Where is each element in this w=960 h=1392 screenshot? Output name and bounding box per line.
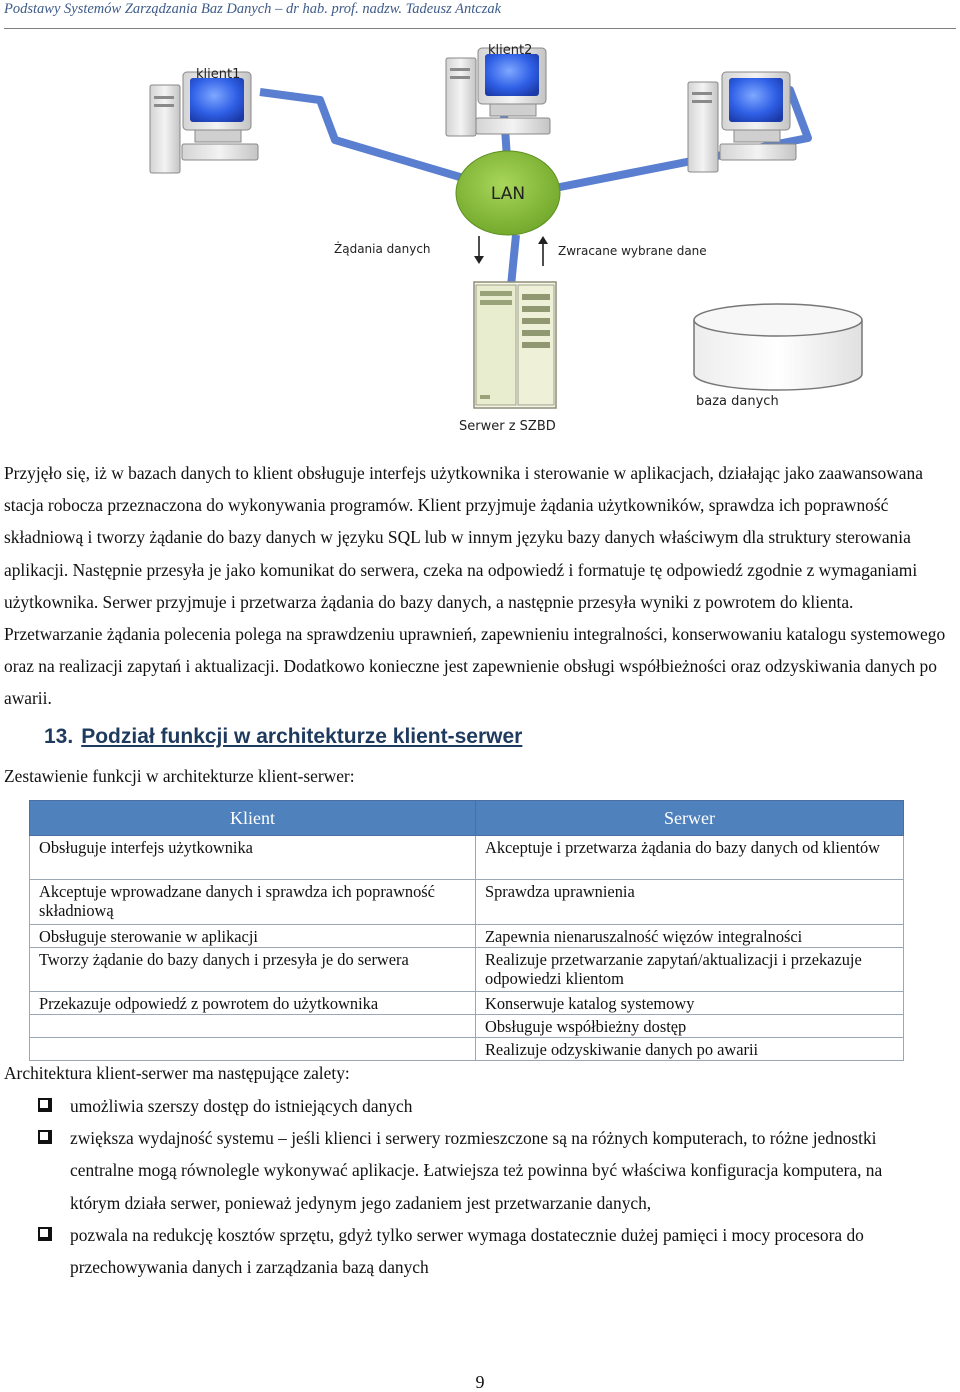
advantages-list bbox=[38, 1090, 918, 1283]
client-cell: Obsługuje interfejs użytkownika bbox=[30, 836, 476, 880]
server-cell: Obsługuje współbieżny dostęp bbox=[476, 1015, 904, 1038]
client2-label: klient2 bbox=[488, 43, 533, 58]
header-server: Serwer bbox=[476, 801, 904, 836]
list-item bbox=[38, 1122, 918, 1219]
running-header bbox=[4, 0, 956, 29]
page-number: 9 bbox=[475, 1372, 485, 1392]
server-cell: Akceptuje i przetwarza żądania do bazy danych od klientów bbox=[476, 836, 904, 880]
server-cell: Zapewnia nienaruszalność więzów integralności bbox=[476, 925, 904, 948]
list-item bbox=[38, 1219, 918, 1283]
list-item bbox=[38, 1090, 918, 1122]
advantage-text: umożliwia szerszy dostęp do istniejących danych bbox=[70, 1096, 413, 1116]
header-client: Klient bbox=[30, 801, 476, 836]
client-cell bbox=[30, 1038, 476, 1061]
function-table bbox=[29, 800, 904, 1061]
client-server-diagram bbox=[0, 30, 960, 440]
advantage-text: zwiększa wydajność systemu – jeśli klienci i serwery rozmieszczone są na różnych komputerach, to różne jednostki centralne mogą równolegle wykonywać aplikacje. Łatwiejsza też powinna być właściwa konfiguracja komputera, na którym działa serwer, ponieważ jedynym jego zadaniem jest przetwarzanie danych, bbox=[70, 1128, 883, 1213]
table-row bbox=[30, 880, 904, 925]
section-heading bbox=[44, 722, 522, 752]
header-separator: – bbox=[271, 1, 286, 17]
response-arrow-icon bbox=[538, 236, 548, 266]
database-label: baza danych bbox=[696, 394, 779, 409]
checkbox-bullet-icon bbox=[38, 1130, 50, 1142]
client-cell: Przekazuje odpowiedź z powrotem do użytkownika bbox=[30, 992, 476, 1015]
advantages-intro: Architektura klient-serwer ma następujące zalety: bbox=[4, 1063, 350, 1083]
client-cell: Tworzy żądanie do bazy danych i przesyła je do serwera bbox=[30, 948, 476, 992]
header-author: dr hab. prof. nadzw. Tadeusz Antczak bbox=[285, 1, 502, 17]
request-arrow-icon bbox=[474, 236, 484, 264]
section-title: Podział funkcji w architekturze klient-serwer bbox=[81, 725, 523, 748]
server-tower bbox=[474, 282, 556, 408]
server-cell: Realizuje odzyskiwanie danych po awarii bbox=[476, 1038, 904, 1061]
client1-computer bbox=[150, 72, 258, 173]
lan-label: LAN bbox=[490, 184, 526, 204]
table-row bbox=[30, 992, 904, 1015]
table-row bbox=[30, 1038, 904, 1061]
table-row bbox=[30, 836, 904, 880]
client1-label: klient1 bbox=[196, 67, 241, 82]
server-cell: Realizuje przetwarzanie zapytań/aktualizacji i przekazuje odpowiedzi klientom bbox=[476, 948, 904, 992]
client-cell bbox=[30, 1015, 476, 1038]
advantage-text: pozwala na redukcję kosztów sprzętu, gdyż tylko serwer wymaga dostatecznie dużej pamięci i mocy procesora do przechowywania danych i zarządzania bazą danych bbox=[70, 1224, 864, 1278]
checkbox-bullet-icon bbox=[38, 1098, 50, 1110]
client3-computer bbox=[688, 72, 796, 172]
checkbox-bullet-icon bbox=[38, 1227, 50, 1239]
client2-computer bbox=[446, 48, 550, 136]
server-cell: Konserwuje katalog systemowy bbox=[476, 992, 904, 1015]
request-label: Żądania danych bbox=[334, 242, 431, 256]
response-label: Zwracane wybrane dane bbox=[558, 244, 707, 258]
server-label: Serwer z SZBD bbox=[459, 419, 556, 434]
table-row bbox=[30, 948, 904, 992]
database-cylinder-icon bbox=[694, 304, 862, 390]
table-intro: Zestawienie funkcji w architekturze klient-serwer: bbox=[4, 766, 355, 786]
section-number: 13. bbox=[44, 725, 74, 748]
server-cell: Sprawdza uprawnienia bbox=[476, 880, 904, 925]
table-row bbox=[30, 1015, 904, 1038]
client-cell: Akceptuje wprowadzane danych i sprawdza ich poprawność składniową bbox=[30, 880, 476, 925]
client-cell: Obsługuje sterowanie w aplikacji bbox=[30, 925, 476, 948]
body-paragraph: Przyjęło się, iż w bazach danych to klient obsługuje interfejs użytkownika i sterowanie w aplikacjach, działając jako zaawansowana stacja robocza przeznaczona do wykonywania programów. Klient przyjmuje żądania użytkowników, sprawdza ich poprawność składniową i tworzy żądanie do bazy danych w języku SQL lub w innym języku bazy danych właściwym dla struktury sterowania aplikacji. Następnie przesyła je jako komunikat do serwera, czeka na odpowiedź i formatuje tę odpowiedź zgodnie z wymaganiami użytkownika. Serwer przyjmuje i przetwarza żądania do bazy danych, a następnie przesyła wyniki z powrotem do klienta. Przetwarzanie żądania polecenia polega na sprawdzeniu uprawnień, zapewnieniu integralności, konserwowaniu katalogu systemowego oraz na realizacji zapytań i aktualizacji. Dodatkowo konieczne jest zapewnienie obsługi współbieżności oraz odzyskiwania danych po awarii. bbox=[4, 463, 946, 709]
table-row bbox=[30, 925, 904, 948]
table-header-row bbox=[30, 801, 904, 836]
header-title: Podstawy Systemów Zarządzania Baz Danych bbox=[4, 1, 272, 17]
